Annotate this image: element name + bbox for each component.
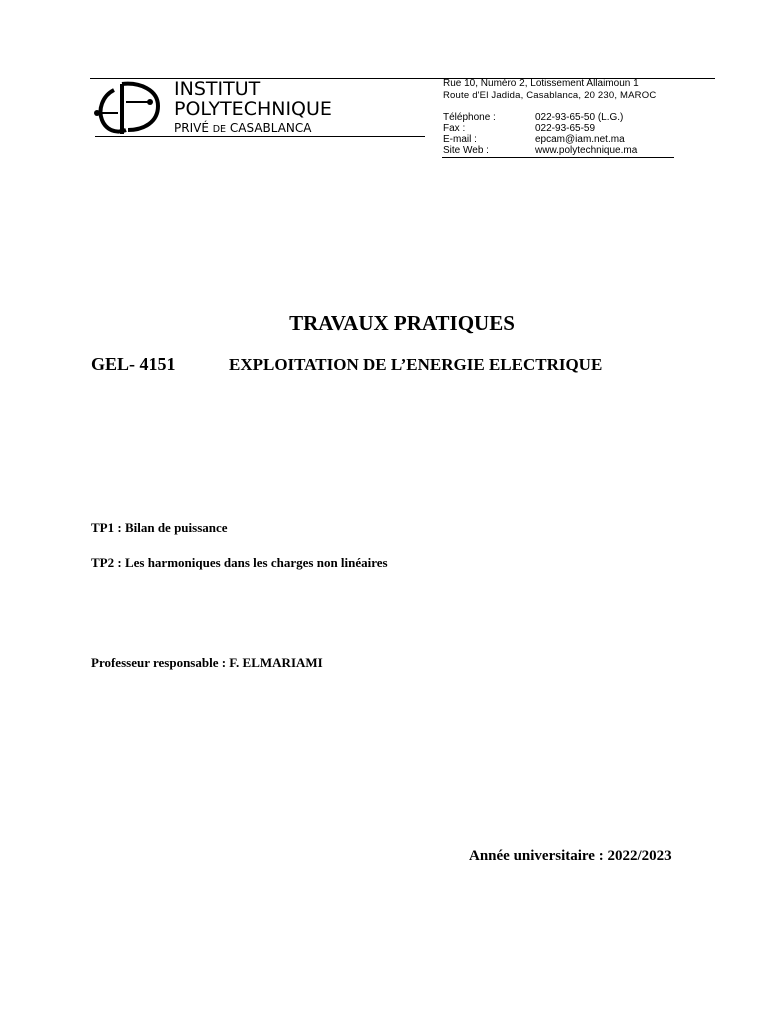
logo-word-casablanca: CASABLANCA <box>229 121 312 135</box>
contact-underline <box>442 157 674 158</box>
contact-value: epcam@iam.net.ma <box>535 134 625 145</box>
contact-block <box>443 112 637 156</box>
tp2-line: TP2 : Les harmoniques dans les charges non linéaires <box>91 555 388 570</box>
academic-year: Année universitaire : 2022/2023 <box>469 848 672 864</box>
course-name: EXPLOITATION DE L’ENERGIE ELECTRIQUE <box>229 355 603 374</box>
contact-label: Fax : <box>443 123 466 134</box>
tp1-line: TP1 : Bilan de puissance <box>91 520 228 535</box>
logo-word-de: DE <box>212 124 227 135</box>
professor-line: Professeur responsable : F. ELMARIAMI <box>91 655 323 670</box>
contact-label: E-mail : <box>443 134 477 145</box>
contact-row-website <box>443 145 637 156</box>
contact-label: Téléphone : <box>443 112 496 123</box>
contact-label: Site Web : <box>443 145 489 156</box>
logo-line-polytechnique: POLYTECHNIQUE <box>174 98 332 120</box>
contact-row-email <box>443 134 637 145</box>
logo-line-casablanca <box>174 121 312 137</box>
logo-line-institut: INSTITUT <box>174 78 261 100</box>
institute-logo-icon <box>92 80 166 136</box>
logo-word-prive: PRIVÉ <box>174 121 209 135</box>
contact-row-fax <box>443 123 637 134</box>
contact-value: 022-93-65-59 <box>535 123 596 134</box>
address-line-2: Route d'El Jadida, Casablanca, 20 230, MAROC <box>443 90 657 101</box>
address-line-1: Rue 10, Numéro 2, Lotissement Allaimoun 1 <box>443 78 639 89</box>
contact-row-phone <box>443 112 637 123</box>
document-title: TRAVAUX PRATIQUES <box>289 311 515 335</box>
course-code: GEL- 4151 <box>91 354 176 374</box>
contact-value: 022-93-65-50 (L.G.) <box>535 112 624 123</box>
contact-value: www.polytechnique.ma <box>535 145 638 156</box>
